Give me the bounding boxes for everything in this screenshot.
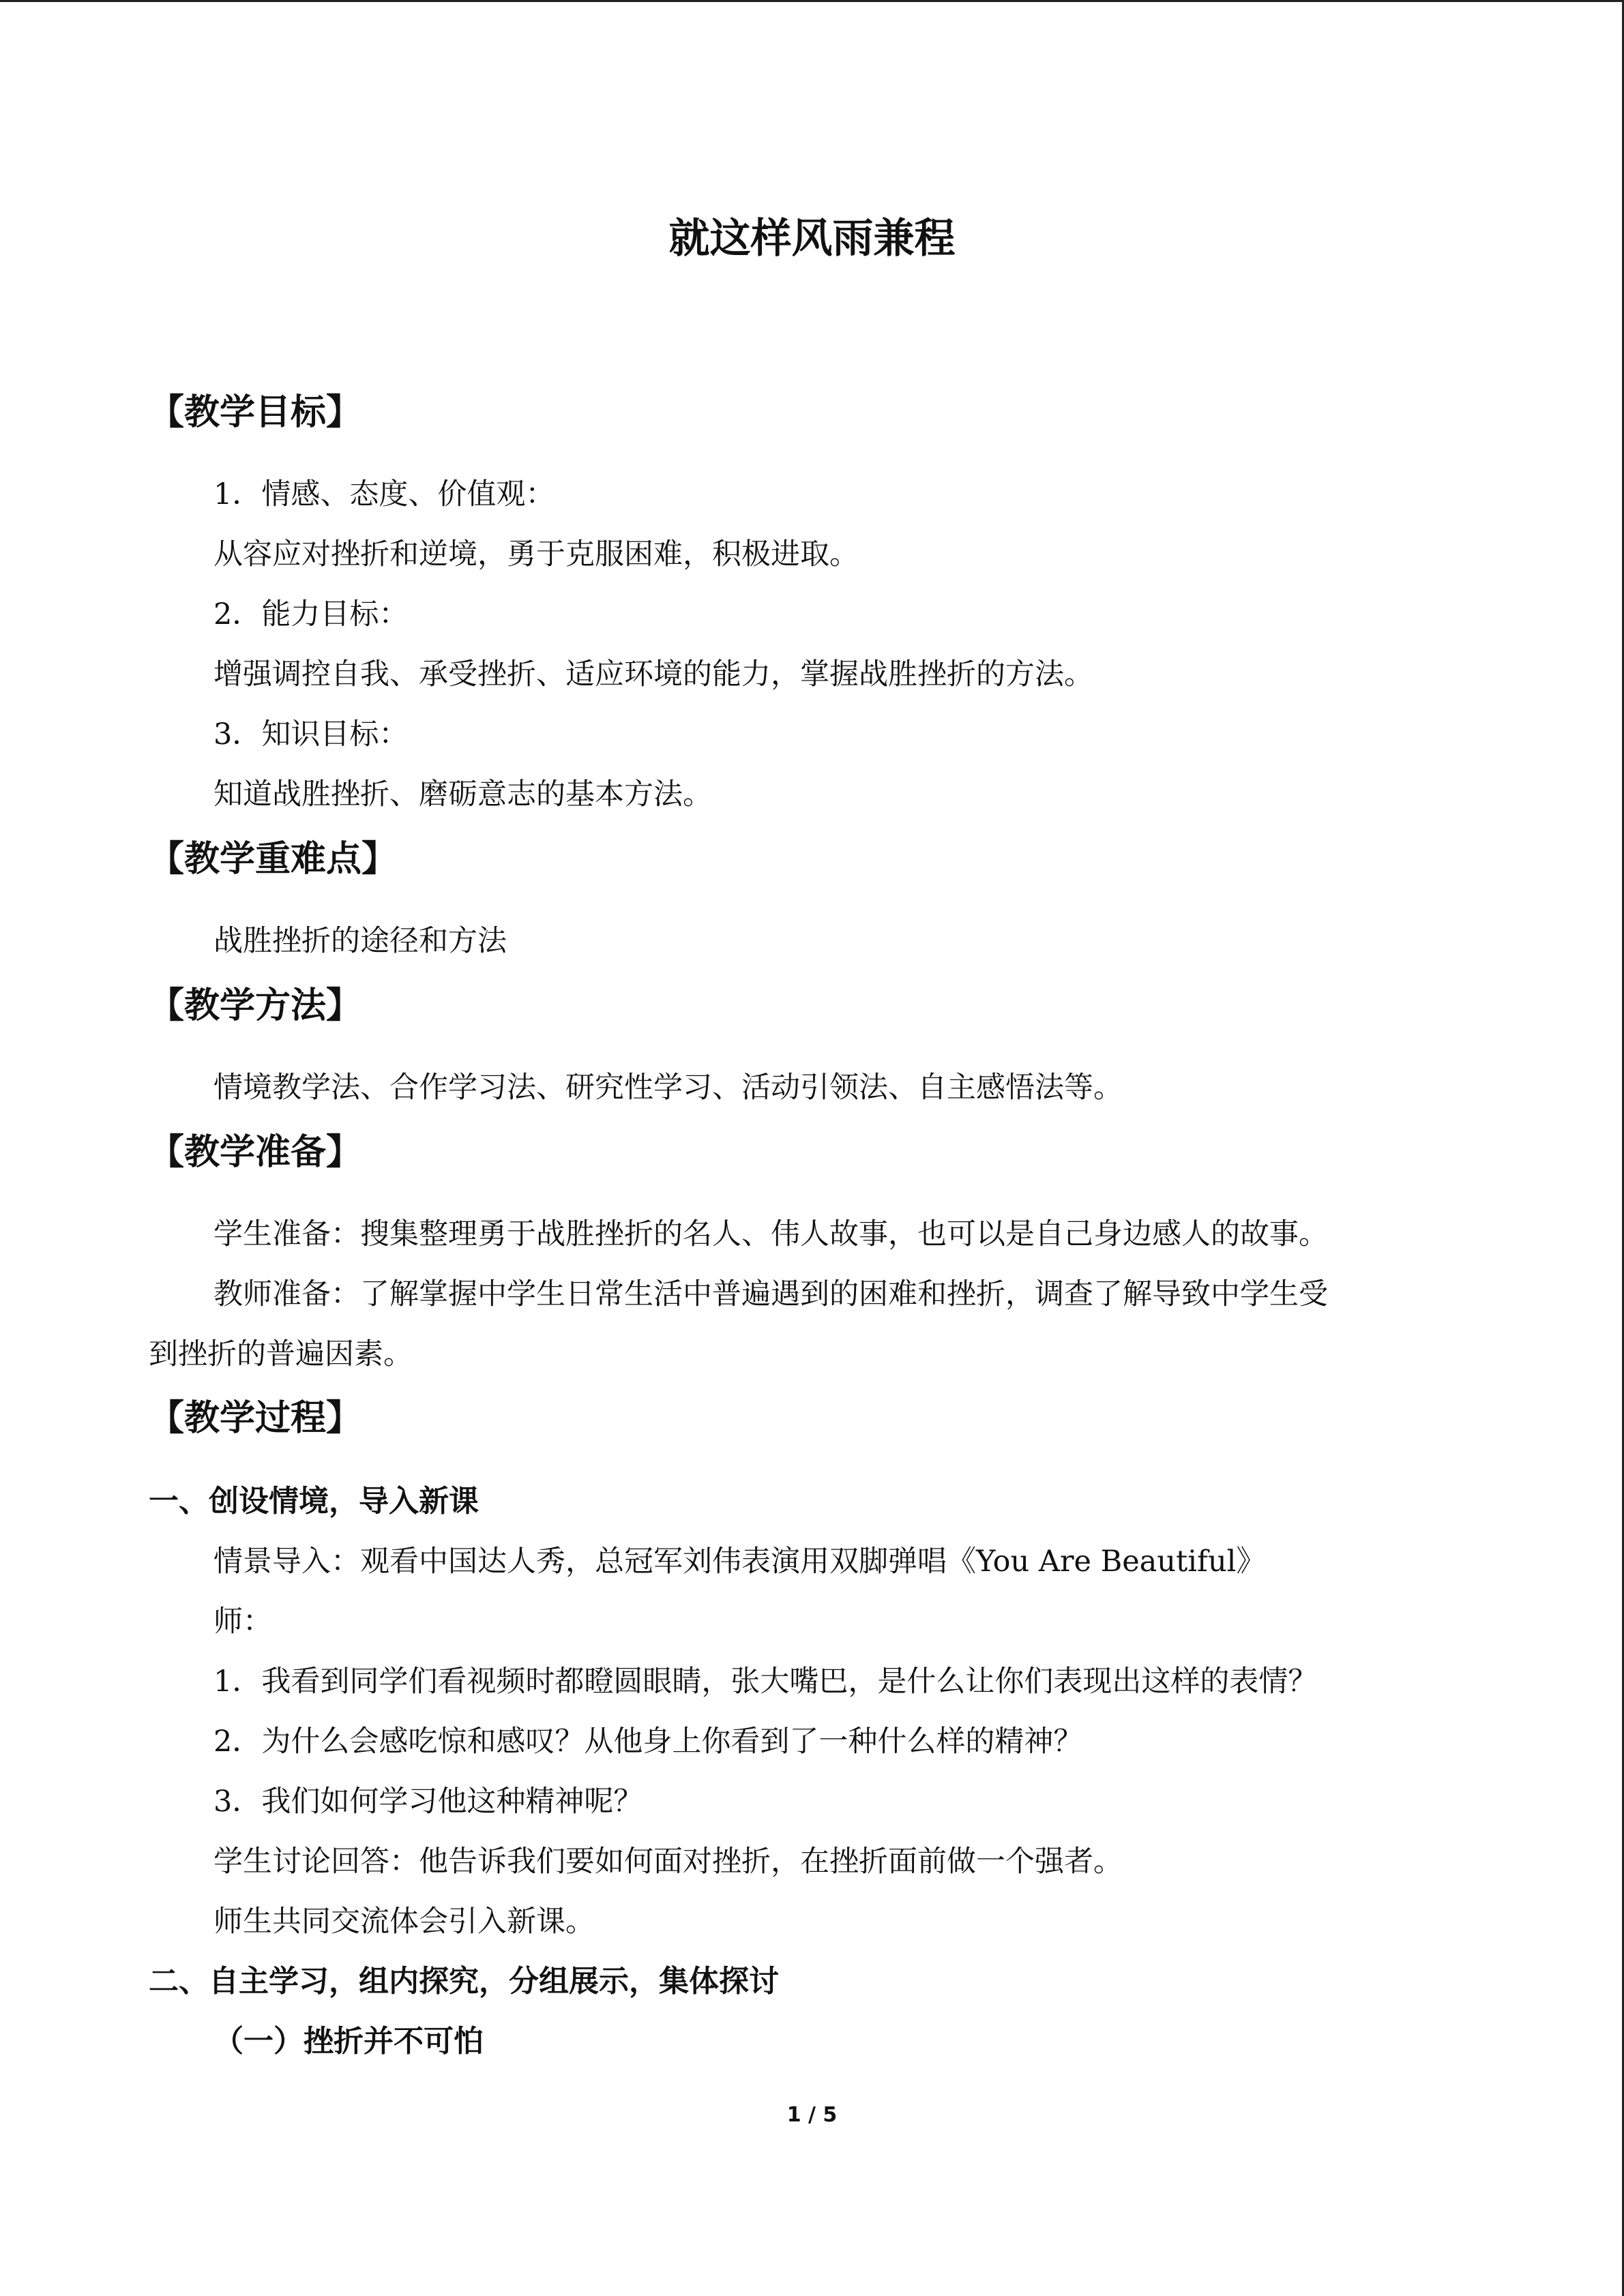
process-part1-heading: 一、创设情境，导入新课 (149, 1484, 479, 1519)
methods-line-1: 情境教学法、合作学习法、研究性学习、活动引领法、自主感悟法等。 (213, 1071, 1123, 1105)
preparation-line-2: 教师准备：了解掌握中学生日常生活中普遍遇到的困难和挫折，调查了解导致中学生受 (213, 1277, 1328, 1311)
heading-teaching-process: 【教学过程】 (149, 1398, 362, 1439)
part1-line-3: 1．我看到同学们看视频时都瞪圆眼睛，张大嘴巴，是什么让你们表现出这样的表情？ (213, 1665, 1318, 1699)
goals-line-4: 增强调控自我、承受挫折、适应环境的能力，掌握战胜挫折的方法。 (213, 657, 1093, 691)
page-number: 1 / 5 (786, 2103, 838, 2127)
heading-teaching-methods: 【教学方法】 (149, 985, 362, 1026)
heading-teaching-preparation: 【教学准备】 (149, 1132, 362, 1173)
document-title: 就这样风雨兼程 (668, 215, 956, 263)
heading-key-points: 【教学重难点】 (149, 839, 398, 880)
part1-line-7: 师生共同交流体会引入新课。 (213, 1905, 595, 1939)
part1-line-6: 学生讨论回答：他告诉我们要如何面对挫折，在挫折面前做一个强者。 (213, 1845, 1123, 1879)
part1-line-1: 情景导入：观看中国达人秀，总冠军刘伟表演用双脚弹唱《You Are Beautiful》 (213, 1545, 1266, 1579)
goals-line-5: 3．知识目标： (213, 717, 409, 751)
goals-line-3: 2．能力目标： (213, 597, 409, 631)
part1-line-5: 3．我们如何学习他这种精神呢？ (213, 1785, 643, 1819)
keypoints-line-1: 战胜挫折的途径和方法 (213, 924, 507, 958)
process-part2-heading: 二、自主学习，组内探究，分组展示，集体探讨 (149, 1964, 779, 1999)
heading-teaching-goals: 【教学目标】 (149, 392, 362, 433)
goals-line-2: 从容应对挫折和逆境，勇于克服困难，积极进取。 (213, 537, 859, 571)
goals-line-6: 知道战胜挫折、磨砺意志的基本方法。 (213, 777, 712, 811)
part1-line-4: 2．为什么会感吃惊和感叹？从他身上你看到了一种什么样的精神？ (213, 1725, 1083, 1759)
process-part2-subheading: （一）挫折并不可怕 (213, 2024, 484, 2059)
preparation-line-1: 学生准备：搜集整理勇于战胜挫折的名人、伟人故事，也可以是自己身边感人的故事。 (213, 1217, 1328, 1251)
goals-line-1: 1．情感、态度、价值观： (213, 477, 555, 511)
preparation-line-3: 到挫折的普遍因素。 (149, 1337, 413, 1371)
part1-line-2: 师： (213, 1605, 272, 1639)
page-border-top (0, 0, 1624, 2)
